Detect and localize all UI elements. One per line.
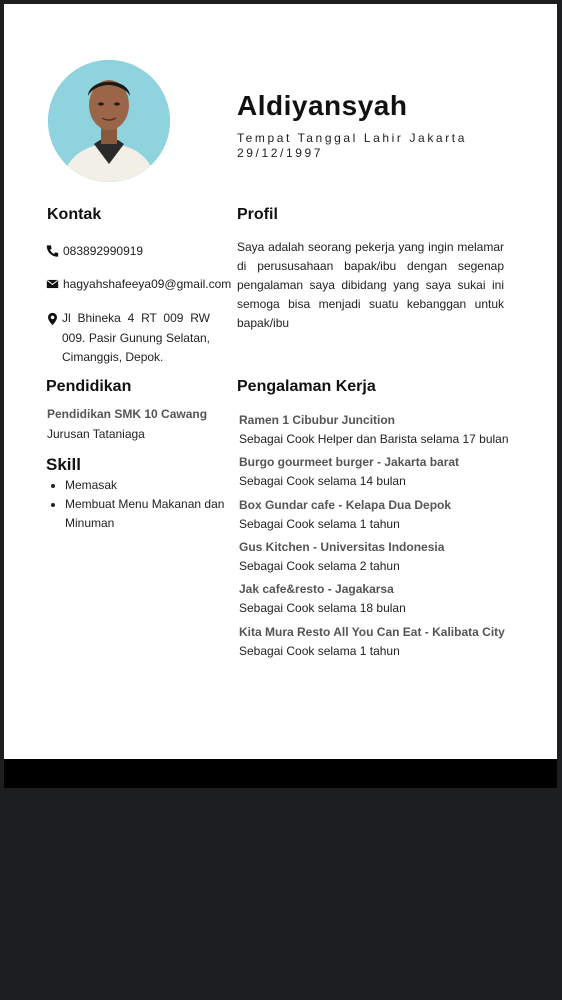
birth-date: 29/12/1997: [237, 146, 324, 160]
home-address: Jl Bhineka 4 RT 009 RW 009. Pasir Gunung Selatan, Cimanggis, Depok.: [62, 311, 210, 364]
education-major: Jurusan Tataniaga: [47, 427, 145, 441]
person-photo-illustration: [48, 60, 170, 182]
job-company: Jak cafe&resto - Jagakarsa: [239, 582, 394, 596]
profile-text: Saya adalah seorang pekerja yang ingin melamar di perususahaan bapak/ibu dengan segenap pengalaman saya dibidang yang saya sukai ini semoga bisa menjadi suatu kebanggan untuk bapak/ibu: [237, 240, 504, 330]
skills-list: [46, 476, 235, 533]
job-company: Gus Kitchen - Universitas Indonesia: [239, 540, 445, 554]
email-address: hagyahshafeeya09@gmail.com: [63, 277, 232, 291]
candidate-name: Aldiyansyah: [237, 90, 408, 121]
skill-item: • Membuat Menu Makanan dan Minuman: [65, 495, 235, 533]
birth-place: Tempat Tanggal Lahir Jakarta: [237, 131, 468, 145]
map-pin-icon: [46, 312, 59, 326]
job-company: Box Gundar cafe - Kelapa Dua Depok: [239, 498, 452, 512]
profile-photo: [48, 60, 170, 182]
phone-number: 083892990919: [63, 244, 144, 258]
experience-heading: Pengalaman Kerja: [237, 378, 376, 395]
phone-icon: [46, 244, 59, 258]
skills-heading: Skill: [46, 455, 81, 474]
job-company: Kita Mura Resto All You Can Eat - Kalibata City: [239, 625, 505, 639]
job-role: Sebagai Cook selama 14 bulan: [239, 474, 406, 488]
envelope-icon: [46, 277, 59, 291]
job-role: Sebagai Cook selama 2 tahun: [239, 559, 400, 573]
contact-heading: Kontak: [47, 206, 102, 223]
job-company: Burgo gourmeet burger - Jakarta barat: [239, 455, 460, 469]
job-role: Sebagai Cook Helper dan Barista selama 17 bulan: [239, 432, 509, 446]
birth-info: [237, 131, 507, 161]
job-role: Sebagai Cook selama 1 tahun: [239, 517, 400, 531]
education-school: Pendidikan SMK 10 Cawang: [47, 407, 208, 421]
cv-page: [4, 4, 557, 759]
job-company: Ramen 1 Cibubur Juncition: [239, 413, 396, 427]
skill-item: • Memasak: [65, 476, 235, 495]
profile-heading: Profil: [237, 206, 278, 223]
job-role: Sebagai Cook selama 1 tahun: [239, 644, 400, 658]
viewer-bottom-bar: [4, 759, 557, 788]
education-heading: Pendidikan: [46, 378, 132, 395]
job-role: Sebagai Cook selama 18 bulan: [239, 601, 406, 615]
